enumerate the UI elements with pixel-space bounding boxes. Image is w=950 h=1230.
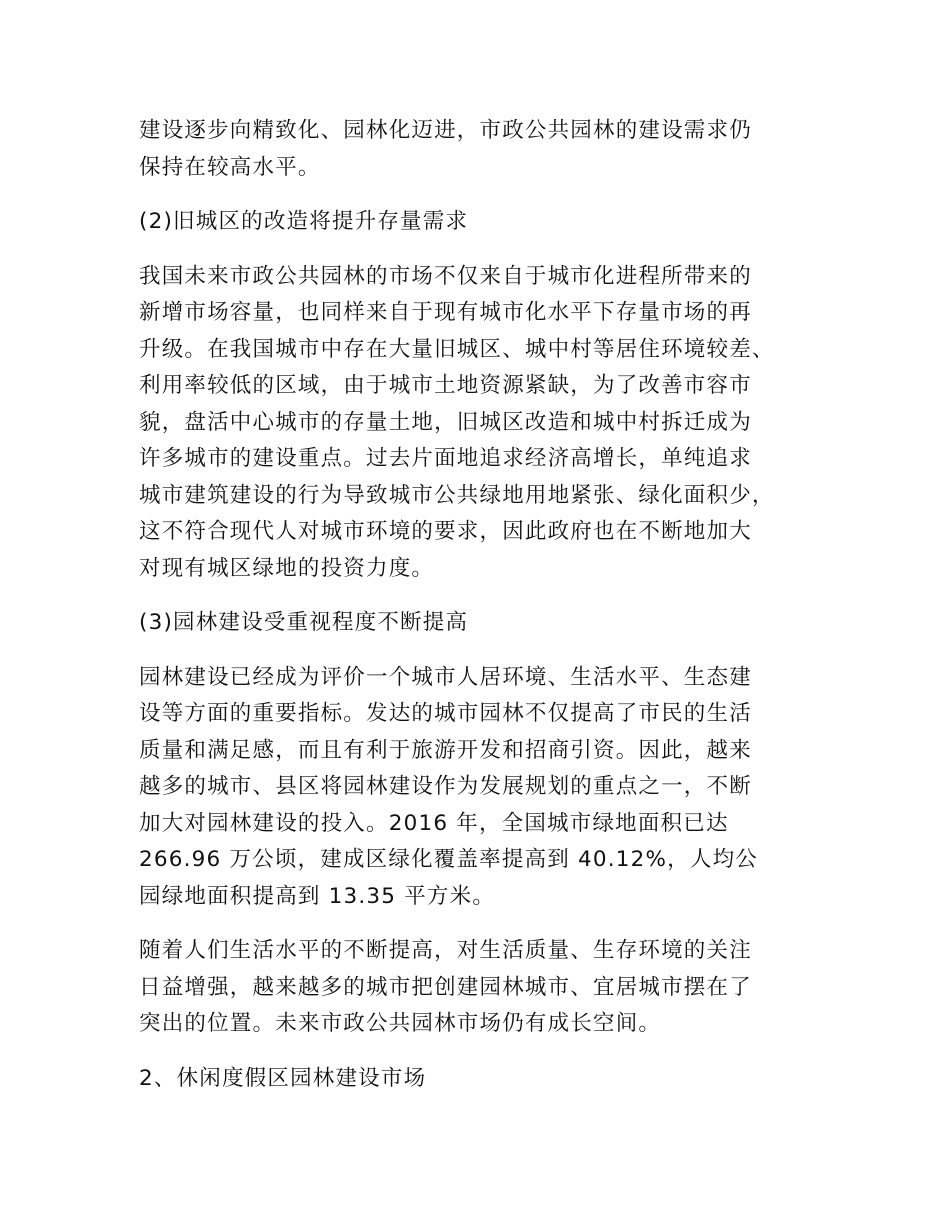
text-line: 利用率较低的区域，由于城市土地资源紧缺，为了改善市容市 xyxy=(139,373,752,398)
document-body xyxy=(139,113,829,1097)
text-line: 加大对园林建设的投入。2016 年，全国城市绿地面积已达 xyxy=(139,810,729,836)
text-line: 保持在较高水平。 xyxy=(139,154,321,180)
paragraph-garden-importance xyxy=(139,660,829,916)
text-line: 园林建设已经成为评价一个城市人居环境、生活水平、生态建 xyxy=(139,664,752,690)
heading-text: (3)园林建设受重视程度不断提高 xyxy=(139,610,469,635)
text-line: 对现有城区绿地的投资力度。 xyxy=(139,555,435,581)
text-line: 新增市场容量，也同样来自于现有城市化水平下存量市场的再 xyxy=(139,300,752,325)
section-heading-old-city-renovation xyxy=(139,204,829,241)
heading-text: (2)旧城区的改造将提升存量需求 xyxy=(139,209,469,234)
section-heading-resort-garden-market xyxy=(139,1061,829,1098)
text-line: 越多的城市、县区将园林建设作为发展规划的重点之一，不断 xyxy=(139,774,752,799)
text-line: 园绿地面积提高到 13.35 平方米。 xyxy=(139,883,496,909)
text-line: 这不符合现代人对城市环境的要求，因此政府也在不断地加大 xyxy=(139,519,752,544)
text-line: 许多城市的建设重点。过去片面地追求经济高增长，单纯追求 xyxy=(139,446,752,471)
text-line: 随着人们生活水平的不断提高，对生活质量、生存环境的关注 xyxy=(139,938,752,963)
paragraph-intro-continued xyxy=(139,113,829,186)
text-line: 貌，盘活中心城市的存量土地，旧城区改造和城中村拆迁成为 xyxy=(139,409,752,435)
text-line: 设等方面的重要指标。发达的城市园林不仅提高了市民的生活 xyxy=(139,701,752,726)
paragraph-old-city-renovation xyxy=(139,259,829,588)
text-line: 质量和满足感，而且有利于旅游开发和招商引资。因此，越来 xyxy=(139,737,752,763)
text-line: 266.96 万公顷，建成区绿化覆盖率提高到 40.12%，人均公 xyxy=(139,847,758,872)
text-line: 升级。在我国城市中存在大量旧城区、城中村等居住环境较差、 xyxy=(139,336,775,362)
text-line: 建设逐步向精致化、园林化迈进，市政公共园林的建设需求仍 xyxy=(139,118,752,143)
heading-text: 2、休闲度假区园林建设市场 xyxy=(139,1065,427,1091)
text-line: 日益增强，越来越多的城市把创建园林城市、宜居城市摆在了 xyxy=(139,974,752,1000)
text-line: 城市建筑建设的行为导致城市公共绿地用地紧张、绿化面积少， xyxy=(139,482,775,508)
section-heading-garden-importance xyxy=(139,605,829,642)
paragraph-market-outlook xyxy=(139,933,829,1043)
text-line: 我国未来市政公共园林的市场不仅来自于城市化进程所带来的 xyxy=(139,263,752,289)
text-line: 突出的位置。未来市政公共园林市场仍有成长空间。 xyxy=(139,1011,662,1036)
